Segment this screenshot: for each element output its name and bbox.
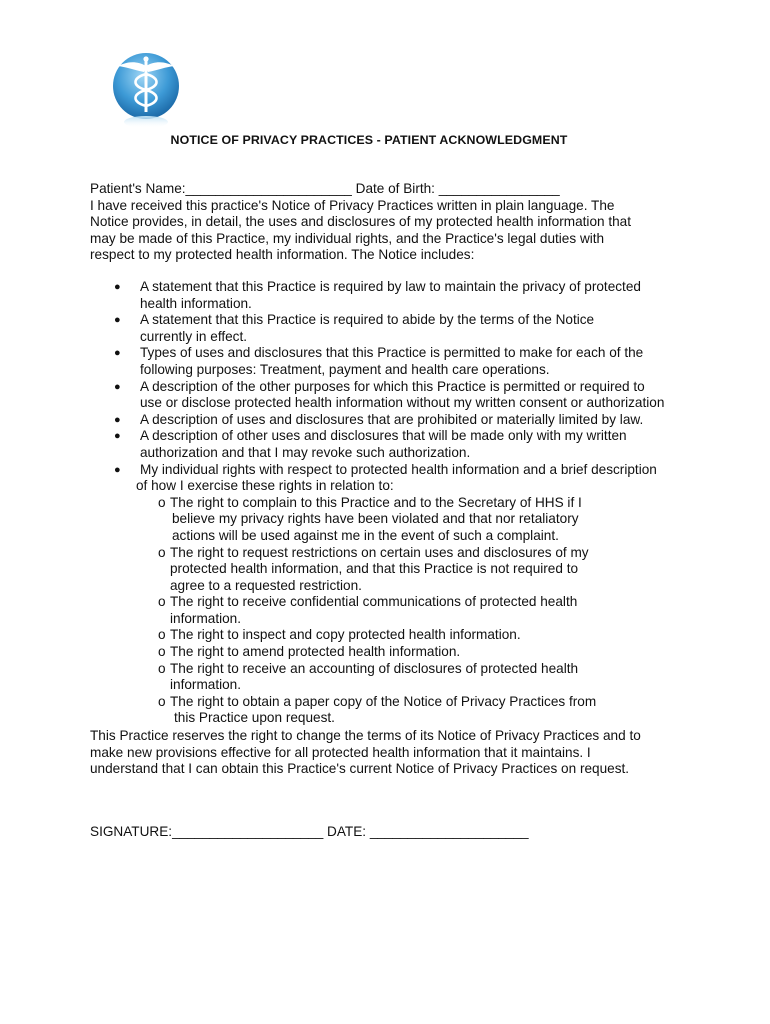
bullet-icon: ●	[114, 380, 121, 393]
intro-paragraph	[90, 181, 631, 264]
intro-line: I have received this practice's Notice of Privacy Practices written in plain language. The	[90, 197, 615, 213]
intro-line: respect to my protected health information. The Notice includes:	[90, 247, 475, 263]
circle-bullet-icon: o	[158, 644, 166, 660]
intro-line: may be made of this Practice, my individual rights, and the Practice's legal duties with	[90, 230, 605, 246]
list-item: o The right to obtain a paper copy of the Notice of Privacy Practices from this Practice upon request.	[158, 693, 597, 726]
list-item: o The right to receive an accounting of disclosures of protected health information.	[158, 660, 579, 693]
list-item: ● My individual rights with respect to protected health information and a brief description of how I exercise these rights in relation to: o The right to complain to this Practice and to the Secretary of HHS if I believe my privacy rights have been violated and that nor retaliatory actions will be used against me in the event of such a complaint. o The right to request restrictions on certain uses and disclosures of my protected health information, and that this Practice is not required to agree to a requested restriction. o The right to receive confidential communications of protected health information. o The right to inspect and copy protected health information. o The right to amend protected health information. o The right to receive an accounting of disclosures of protected health information. o The right to obtain a paper copy of the Notice of Privacy Practices from this Practice upon request.	[114, 462, 664, 728]
list-item: o The right to receive confidential communications of protected health information.	[158, 594, 578, 626]
closing-line: understand that I can obtain this Practice's current Notice of Privacy Practices on request.	[90, 761, 630, 777]
closing-line: This Practice reserves the right to change the terms of its Notice of Privacy Practices and to	[90, 728, 641, 743]
closing-line: make new provisions effective for all protected health information that it maintains. I	[90, 744, 591, 760]
list-item: ● A statement that this Practice is required by law to maintain the privacy of protected health information.	[114, 279, 641, 311]
list-item: o The right to inspect and copy protected health information.	[158, 627, 521, 643]
individual-rights-list	[158, 495, 664, 727]
patient-name-dob-line: Patient's Name:______________________ Date of Birth: ________________	[90, 181, 560, 196]
bullet-icon: ●	[114, 430, 121, 443]
list-item: ● A description of other uses and disclosures that will be made only with my written authorization and that I may revoke such authorization.	[114, 428, 627, 460]
notice-includes-list	[114, 279, 664, 727]
list-item: ● A description of uses and disclosures that are prohibited or materially limited by law.	[114, 411, 644, 427]
circle-bullet-icon: o	[158, 627, 166, 643]
circle-bullet-icon: o	[158, 660, 166, 676]
list-item: o The right to request restrictions on certain uses and disclosures of my protected health information, and that this Practice is not required to agree to a requested restriction.	[158, 544, 589, 593]
bullet-icon: ●	[114, 347, 121, 360]
bullet-icon: ●	[114, 314, 121, 327]
closing-paragraph	[90, 728, 641, 778]
bullet-icon: ●	[114, 413, 121, 426]
caduceus-logo-icon	[110, 50, 182, 130]
circle-bullet-icon: o	[158, 594, 166, 610]
intro-line: Notice provides, in detail, the uses and disclosures of my protected health information that	[90, 214, 632, 230]
circle-bullet-icon: o	[158, 494, 166, 510]
circle-bullet-icon: o	[158, 544, 166, 560]
list-item: ● A description of the other purposes for which this Practice is permitted or required to use or disclose protected health information without my written consent or authorization	[114, 378, 665, 411]
list-item: o The right to complain to this Practice and to the Secretary of HHS if I believe my privacy rights have been violated and that nor retaliatory actions will be used against me in the event of such a complaint.	[158, 494, 582, 543]
bullet-icon: ●	[114, 281, 121, 293]
list-item: ● A statement that this Practice is required to abide by the terms of the Notice currently in effect.	[114, 312, 595, 344]
circle-bullet-icon: o	[158, 693, 166, 709]
signature-date-line: SIGNATURE:____________________ DATE: _____________________	[90, 824, 529, 839]
bullet-icon: ●	[114, 463, 121, 476]
list-item: ● Types of uses and disclosures that this Practice is permitted to make for each of the following purposes: Treatment, payment and health care operations.	[114, 345, 644, 377]
document-title: NOTICE OF PRIVACY PRACTICES - PATIENT ACKNOWLEDGMENT	[170, 133, 568, 147]
list-item: o The right to amend protected health information.	[158, 644, 461, 660]
